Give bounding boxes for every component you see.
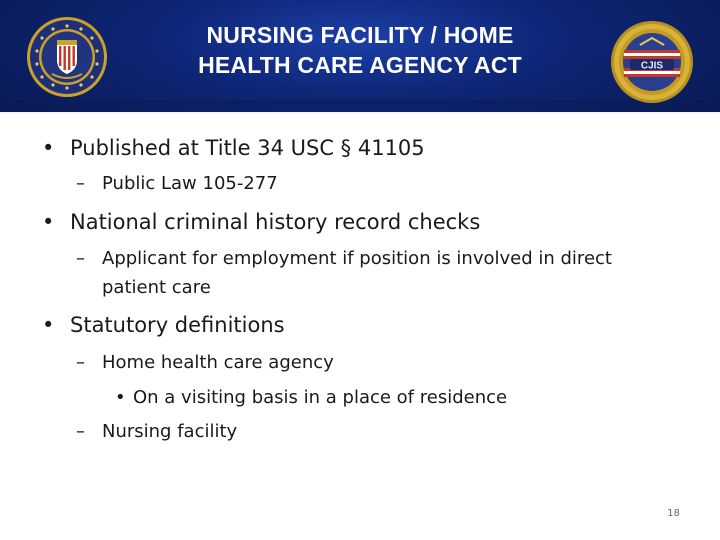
bullet-marker: • <box>42 136 55 160</box>
title-line-2: HEALTH CARE AGENCY ACT <box>198 52 522 78</box>
sub-bullet-marker: – <box>76 421 85 442</box>
sub-sub-bullet-marker: • <box>115 387 126 408</box>
page-number: 18 <box>667 508 680 519</box>
sub-bullet-public-law: Public Law 105-277 <box>102 173 278 194</box>
sub-bullet-applicant-line-2: patient care <box>102 277 211 298</box>
title-line-1: NURSING FACILITY / HOME <box>206 22 514 48</box>
bullet-statutory-definitions: Statutory definitions <box>70 313 285 337</box>
sub-bullet-home-health-care-agency: Home health care agency <box>102 352 334 373</box>
bullet-criminal-history-checks: National criminal history record checks <box>70 210 481 234</box>
sub-sub-bullet-visiting-basis: On a visiting basis in a place of residence <box>133 387 508 408</box>
sub-bullet-marker: – <box>76 248 85 269</box>
sub-bullet-nursing-facility: Nursing facility <box>102 421 238 442</box>
sub-bullet-marker: – <box>76 173 85 194</box>
bullet-marker: • <box>42 210 55 234</box>
svg-text:CJIS: CJIS <box>640 60 664 72</box>
sub-bullet-marker: – <box>76 352 85 373</box>
bullet-published-title: Published at Title 34 USC § 41105 <box>70 136 425 160</box>
bullet-marker: • <box>42 313 55 337</box>
sub-bullet-applicant-line-1: Applicant for employment if position is involved in direct <box>102 248 612 269</box>
